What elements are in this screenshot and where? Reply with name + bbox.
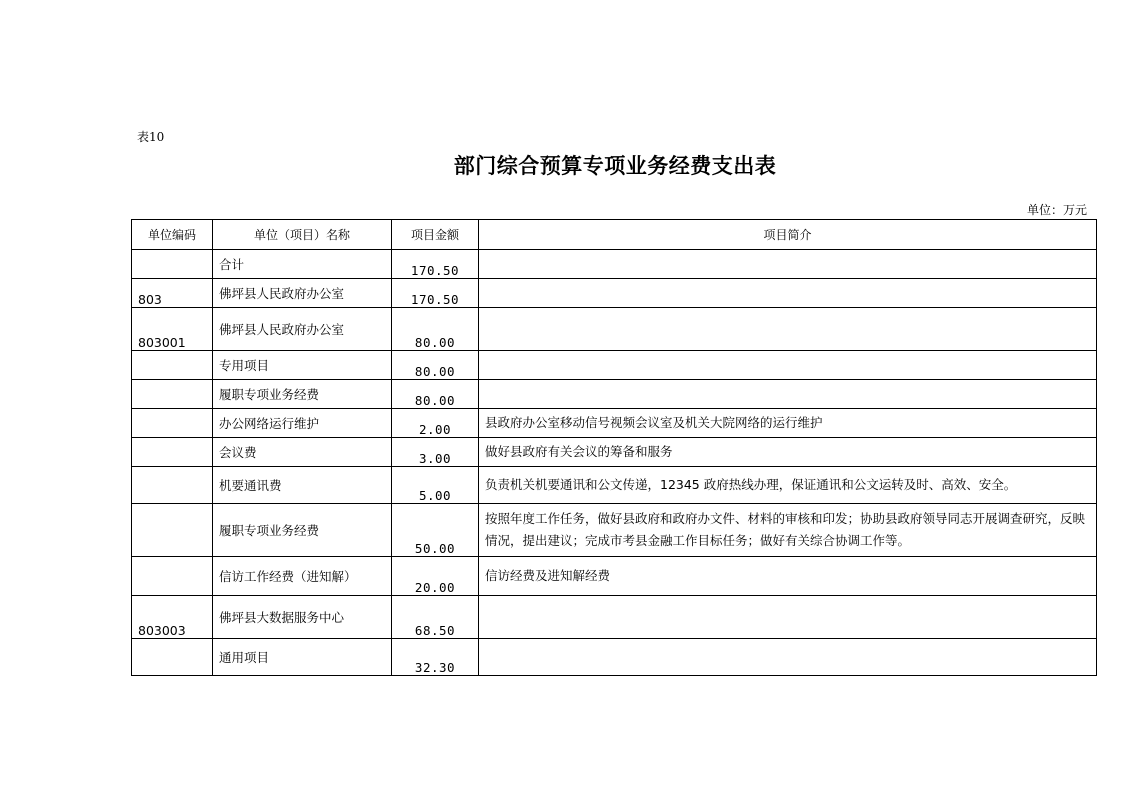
cell-name: 会议费 (213, 438, 392, 467)
cell-description (479, 380, 1097, 409)
page-title: 部门综合预算专项业务经费支出表 (453, 153, 777, 178)
cell-code (132, 250, 213, 279)
table-row (132, 438, 1097, 467)
table-row (132, 409, 1097, 438)
cell-description (479, 639, 1097, 676)
cell-code (132, 639, 213, 676)
cell-code (132, 409, 213, 438)
cell-amount: 20.00 (392, 557, 479, 596)
table-row (132, 279, 1097, 308)
cell-description (479, 279, 1097, 308)
cell-amount: 68.50 (392, 596, 479, 639)
cell-code: 803003 (132, 596, 213, 639)
cell-description: 信访经费及进知解经费 (479, 557, 1097, 596)
cell-name: 佛坪县人民政府办公室 (213, 279, 392, 308)
budget-table (131, 219, 1097, 676)
cell-name: 专用项目 (213, 351, 392, 380)
cell-description: 县政府办公室移动信号视频会议室及机关大院网络的运行维护 (479, 409, 1097, 438)
table-row (132, 596, 1097, 639)
cell-description: 按照年度工作任务，做好县政府和政府办文件、材料的审核和印发；协助县政府领导同志开展调查研究，反映情况，提出建议；完成市考县金融工作目标任务；做好有关综合协调工作等。 (479, 504, 1097, 557)
cell-description (479, 250, 1097, 279)
cell-description (479, 596, 1097, 639)
cell-code: 803001 (132, 308, 213, 351)
cell-name: 通用项目 (213, 639, 392, 676)
cell-amount: 32.30 (392, 639, 479, 676)
cell-code (132, 380, 213, 409)
cell-code (132, 438, 213, 467)
cell-amount: 80.00 (392, 308, 479, 351)
cell-name: 信访工作经费（进知解） (213, 557, 392, 596)
cell-description (479, 351, 1097, 380)
header-unit-code: 单位编码 (132, 220, 213, 250)
cell-amount: 80.00 (392, 380, 479, 409)
table-row (132, 351, 1097, 380)
cell-code: 803 (132, 279, 213, 308)
table-row (132, 639, 1097, 676)
cell-name: 办公网络运行维护 (213, 409, 392, 438)
cell-name: 合计 (213, 250, 392, 279)
cell-amount: 5.00 (392, 467, 479, 504)
table-header-row (132, 220, 1097, 250)
cell-amount: 2.00 (392, 409, 479, 438)
cell-description: 做好县政府有关会议的筹备和服务 (479, 438, 1097, 467)
table-row (132, 467, 1097, 504)
table-row (132, 504, 1097, 557)
cell-amount: 50.00 (392, 504, 479, 557)
cell-code (132, 467, 213, 504)
cell-amount: 170.50 (392, 250, 479, 279)
cell-description: 负责机关机要通讯和公文传递，12345 政府热线办理，保证通讯和公文运转及时、高效、安全。 (479, 467, 1097, 504)
table-row (132, 308, 1097, 351)
cell-amount: 3.00 (392, 438, 479, 467)
table-row (132, 557, 1097, 596)
table-row (132, 380, 1097, 409)
unit-label: 单位：万元 (1026, 203, 1087, 217)
header-amount: 项目金额 (392, 220, 479, 250)
table-row (132, 250, 1097, 279)
cell-code (132, 351, 213, 380)
cell-description (479, 308, 1097, 351)
cell-code (132, 557, 213, 596)
cell-name: 履职专项业务经费 (213, 504, 392, 557)
cell-code (132, 504, 213, 557)
cell-amount: 80.00 (392, 351, 479, 380)
cell-amount: 170.50 (392, 279, 479, 308)
table-number: 表10 (137, 130, 165, 144)
header-unit-name: 单位（项目）名称 (213, 220, 392, 250)
header-description: 项目简介 (479, 220, 1097, 250)
cell-name: 机要通讯费 (213, 467, 392, 504)
cell-name: 佛坪县大数据服务中心 (213, 596, 392, 639)
cell-name: 佛坪县人民政府办公室 (213, 308, 392, 351)
cell-name: 履职专项业务经费 (213, 380, 392, 409)
